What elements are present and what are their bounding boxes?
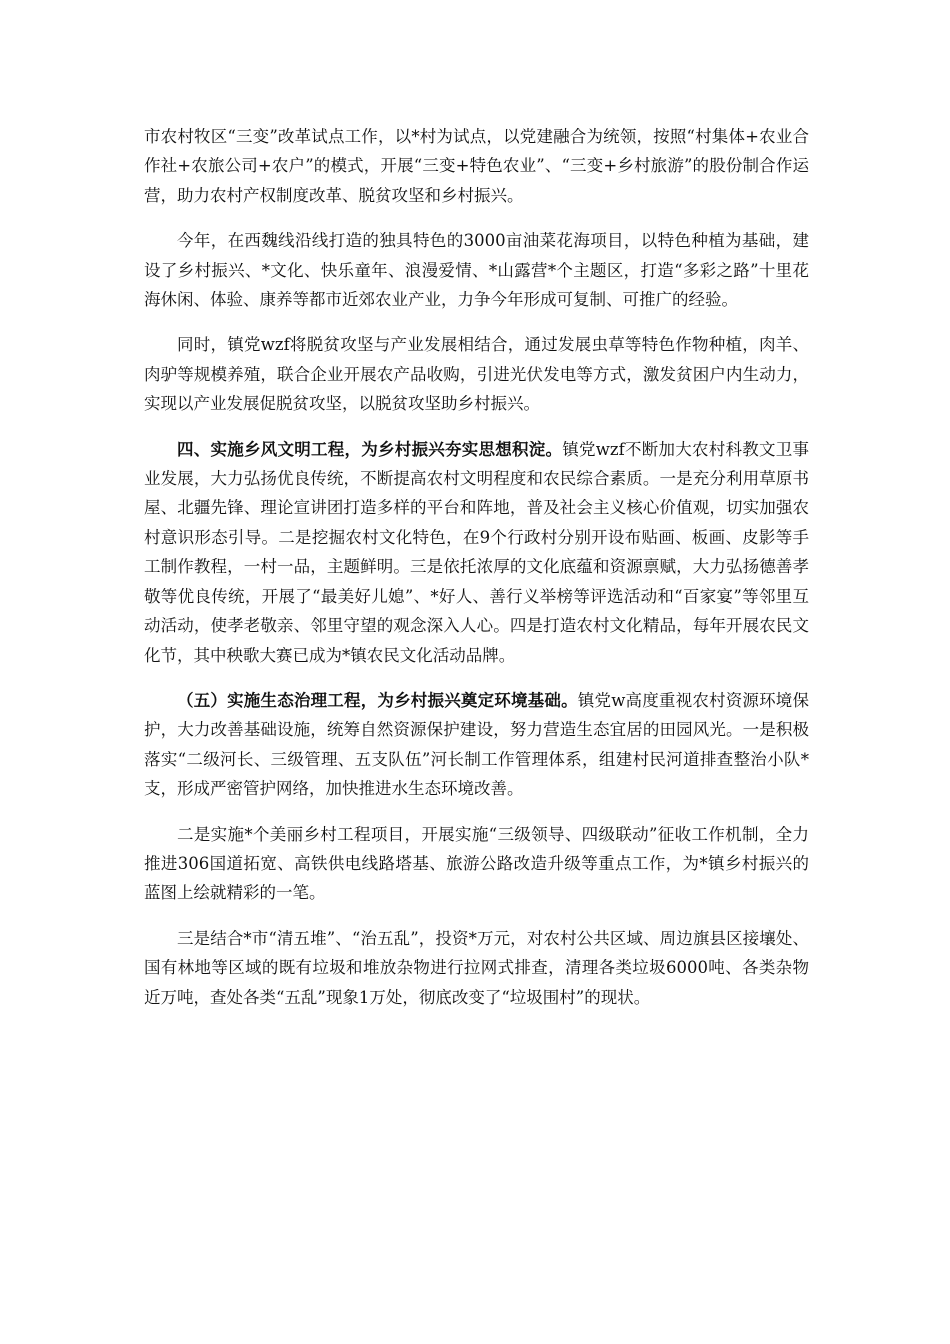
document-body (144, 122, 809, 1028)
paragraph-2 (144, 226, 809, 314)
paragraph-text: 镇党wzf不断加大农村科教文卫事业发展，大力弘扬优良传统，不断提高农村文明程度和农民综合素质。一是充分利用草原书屋、北疆先锋、理论宣讲团打造多样的平台和阵地，普及社会主义核心价值观，切实加强农村意识形态引导。二是挖掘农村文化特色，在9个行政村分别开设布贴画、板画、皮影等手工制作教程，一村一品，主题鲜明。三是依托浓厚的文化底蕴和资源禀赋，大力弘扬德善孝敬等优良传统，开展了“最美好儿媳”、*好人、善行义举榜等评选活动和“百家宴”等邻里互动活动，使孝老敬亲、邻里守望的观念深入人心。四是打造农村文化精品，每年开展农民文化节，其中秧歌大赛已成为*镇农民文化活动品牌。 (144, 439, 809, 665)
paragraph-text: 三是结合*市“清五堆”、“治五乱”，投资*万元，对农村公共区域、周边旗县区接壤处、国有林地等区域的既有垃圾和堆放杂物进行拉网式排查，清理各类垃圾6000吨、各类杂物近万吨，查处各类“五乱”现象1万处，彻底改变了“垃圾围村”的现状。 (144, 928, 809, 1007)
paragraph-1 (144, 122, 809, 210)
section-heading: （五）实施生态治理工程，为乡村振兴奠定环境基础。 (177, 690, 578, 710)
paragraph-6 (144, 820, 809, 908)
paragraph-4-section-heading (144, 435, 809, 670)
paragraph-text: 今年，在西魏线沿线打造的独具特色的3000亩油菜花海项目，以特色种植为基础，建设了乡村振兴、*文化、快乐童年、浪漫爱情、*山露营*个主题区，打造“多彩之路”十里花海休闲、体验、康养等都市近郊农业产业，力争今年形成可复制、可推广的经验。 (144, 231, 809, 310)
paragraph-3 (144, 330, 809, 418)
paragraph-text: 市农村牧区“三变”改革试点工作，以*村为试点，以党建融合为统领，按照“村集体+农业合作社+农旅公司+农户”的模式，开展“三变+特色农业”、“三变+乡村旅游”的股份制合作运营，助力农村产权制度改革、脱贫攻坚和乡村振兴。 (144, 127, 809, 205)
paragraph-text: 同时，镇党wzf将脱贫攻坚与产业发展相结合，通过发展虫草等特色作物种植，肉羊、肉驴等规模养殖，联合企业开展农产品收购，引进光伏发电等方式，激发贫困户内生动力，实现以产业发展促脱贫攻坚，以脱贫攻坚助乡村振兴。 (144, 335, 809, 414)
paragraph-text: 二是实施*个美丽乡村工程项目，开展实施“三级领导、四级联动”征收工作机制，全力推进306国道拓宽、高铁供电线路塔基、旅游公路改造升级等重点工作，为*镇乡村振兴的蓝图上绘就精彩的一笔。 (144, 824, 809, 903)
paragraph-7 (144, 924, 809, 1012)
section-heading: 四、实施乡风文明工程，为乡村振兴夯实思想积淀。 (177, 439, 563, 459)
paragraph-5-section-heading (144, 686, 809, 804)
paragraph-text: 镇党w高度重视农村资源环境保护，大力改善基础设施，统筹自然资源保护建设，努力营造生态宜居的田园风光。一是积极落实“二级河长、三级管理、五支队伍”河长制工作管理体系，组建村民河道排查整治小队*支，形成严密管护网络，加快推进水生态环境改善。 (144, 690, 810, 799)
